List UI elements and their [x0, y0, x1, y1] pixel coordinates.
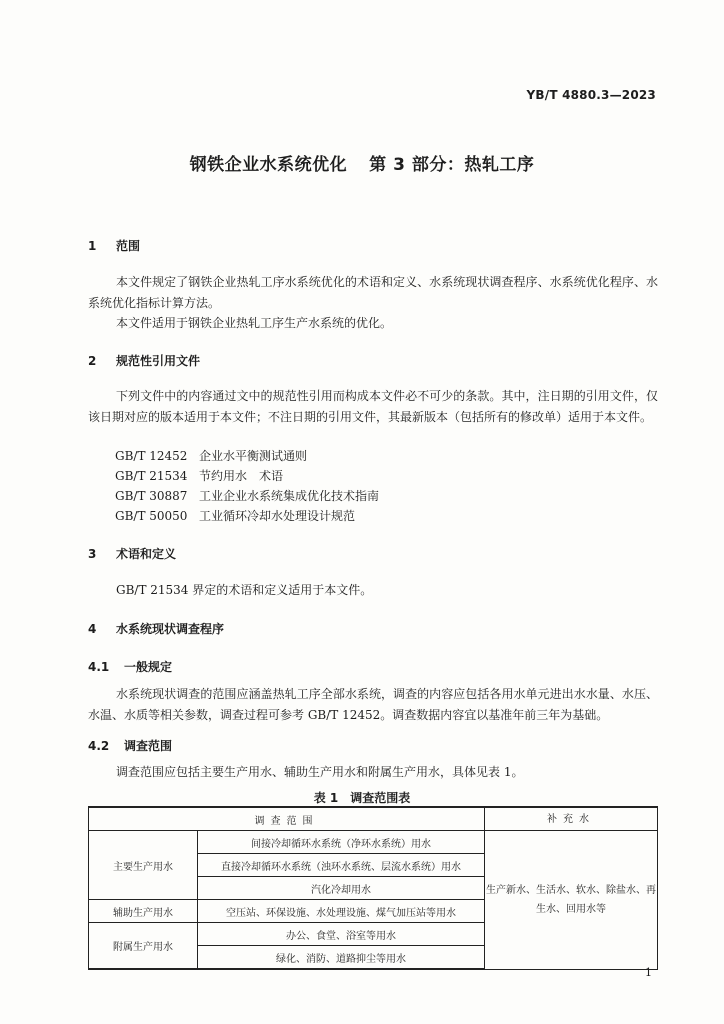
reference-code: GB/T 21534	[115, 469, 188, 483]
table-header-supplement: 补充水	[485, 807, 658, 831]
table-cell: 直接冷却循环水系统（浊环水系统、层流水系统）用水	[198, 854, 485, 877]
document-code: YB/T 4880.3—2023	[526, 88, 656, 102]
section-1-heading	[88, 237, 140, 254]
reference-item	[115, 486, 379, 506]
section-3-heading	[88, 545, 176, 562]
table-row	[89, 831, 658, 854]
table-cell: 汽化冷却用水	[198, 877, 485, 900]
table-header-scope: 调查范围	[89, 807, 485, 831]
title-part: 第 3 部分：热轧工序	[369, 155, 535, 175]
section-number: 2	[88, 354, 97, 368]
reference-code: GB/T 50050	[115, 509, 188, 523]
section-number: 4	[88, 622, 97, 636]
section-number: 1	[88, 239, 97, 253]
table-cell: 空压站、环保设施、水处理设施、煤气加压站等用水	[198, 900, 485, 923]
section-title: 规范性引用文件	[116, 354, 201, 368]
title-main: 钢铁企业水系统优化	[189, 155, 348, 175]
category-aux: 辅助生产用水	[89, 900, 198, 923]
reference-name: 企业水平衡测试通则	[199, 449, 308, 463]
paragraph: GB/T 21534 界定的术语和定义适用于本文件。	[116, 583, 373, 597]
page-title	[0, 150, 724, 175]
reference-item	[115, 506, 355, 526]
category-attached: 附属生产用水	[89, 923, 198, 970]
paragraph: 本文件适用于钢铁企业热轧工序生产水系统的优化。	[116, 316, 393, 330]
section-number: 4.2	[88, 739, 110, 753]
reference-item	[115, 446, 307, 466]
table-cell: 办公、食堂、浴室等用水	[198, 923, 485, 946]
subsection-4-1-heading	[88, 658, 172, 675]
table-cell: 间接冷却循环水系统（净环水系统）用水	[198, 831, 485, 854]
section-title: 调查范围	[124, 739, 173, 753]
reference-name: 节约用水 术语	[199, 469, 284, 483]
section-2-heading	[88, 352, 200, 369]
section-number: 3	[88, 547, 97, 561]
table-cell: 绿化、消防、道路抑尘等用水	[198, 946, 485, 970]
section-title: 一般规定	[124, 660, 173, 674]
reference-code: GB/T 30887	[115, 489, 188, 503]
reference-name: 工业企业水系统集成优化技术指南	[199, 489, 380, 503]
paragraph: 调查范围应包括主要生产用水、辅助生产用水和附属生产用水，具体见表 1。	[116, 765, 524, 779]
section-title: 水系统现状调查程序	[116, 622, 225, 636]
section-title: 范围	[116, 239, 141, 253]
section-title: 术语和定义	[116, 547, 177, 561]
survey-scope-table	[88, 806, 658, 970]
reference-item	[115, 466, 283, 486]
table-caption: 表 1 调查范围表	[313, 791, 411, 805]
category-main: 主要生产用水	[89, 831, 198, 900]
paragraph: 水系统现状调查的范围应涵盖热轧工序全部水系统，调查的内容应包括各用水单元进出水水量、水压、水温、水质等相关参数，调查过程可参考 GB/T 12452。调查数据内容宜以基准年前三年为基础。	[88, 687, 658, 722]
section-number: 4.1	[88, 660, 110, 674]
subsection-4-2-heading	[88, 737, 172, 754]
section-4-heading	[88, 620, 224, 637]
reference-name: 工业循环冷却水处理设计规范	[199, 509, 356, 523]
page-number: 1	[645, 966, 652, 979]
reference-code: GB/T 12452	[115, 449, 188, 463]
paragraph: 本文件规定了钢铁企业热轧工序水系统优化的术语和定义、水系统现状调查程序、水系统优化程序、水系统优化指标计算方法。	[88, 275, 658, 310]
supplement-cell: 生产新水、生活水、软水、除盐水、再生水、回用水等	[485, 831, 658, 970]
paragraph: 下列文件中的内容通过文中的规范性引用而构成本文件必不可少的条款。其中，注日期的引用文件，仅该日期对应的版本适用于本文件；不注日期的引用文件，其最新版本（包括所有的修改单）适用于本文件。	[88, 389, 658, 424]
